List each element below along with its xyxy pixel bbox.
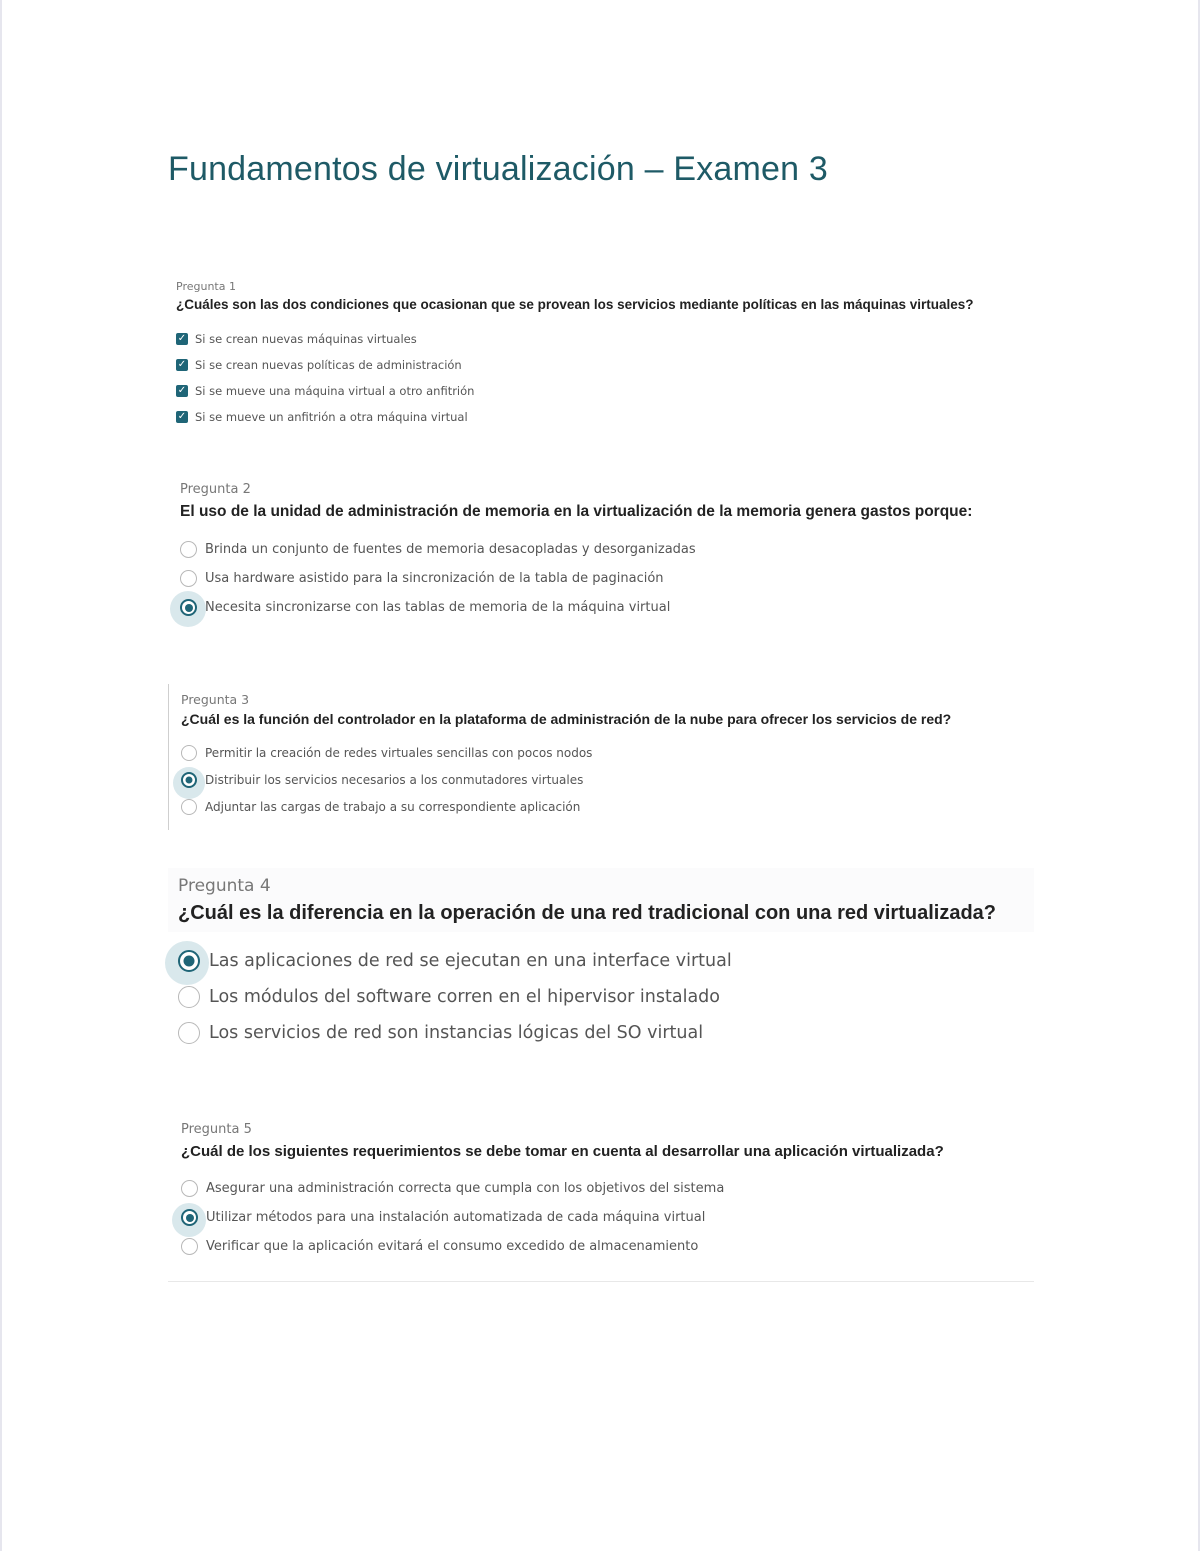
answer-option-label: Si se mueve una máquina virtual a otro anfitrión <box>195 384 475 398</box>
answer-options <box>180 535 972 622</box>
answer-options <box>178 943 996 1051</box>
answer-option-4[interactable] <box>176 404 974 430</box>
question-text: El uso de la unidad de administración de memoria en la virtualización de la memoria genera gastos porque: <box>180 503 973 520</box>
question-text: ¿Cuáles son las dos condiciones que ocasionan que se provean los servicios mediante políticas en las máquinas virtuales? <box>176 297 974 312</box>
answer-option-3[interactable] <box>181 1232 944 1261</box>
radio-selected-icon[interactable] <box>181 1209 198 1226</box>
question-label: Pregunta 5 <box>181 1122 252 1137</box>
answer-options <box>181 739 951 820</box>
radio-unselected-icon[interactable] <box>181 1238 198 1255</box>
answer-option-label: Necesita sincronizarse con las tablas de memoria de la máquina virtual <box>205 600 671 615</box>
answer-option-label: Los servicios de red son instancias lógicas del SO virtual <box>209 1023 704 1043</box>
question-3-left-border <box>168 684 169 830</box>
answer-option-2[interactable] <box>180 564 972 593</box>
question-2 <box>180 482 972 622</box>
answer-option-label: Brinda un conjunto de fuentes de memoria desacopladas y desorganizadas <box>205 542 696 557</box>
answer-option-3[interactable] <box>180 593 972 622</box>
question-5 <box>181 1122 944 1261</box>
radio-unselected-icon[interactable] <box>181 745 197 761</box>
answer-option-1[interactable] <box>176 326 974 352</box>
answer-option-2[interactable] <box>178 979 996 1015</box>
question-text: ¿Cuál de los siguientes requerimientos se debe tomar en cuenta al desarrollar una aplicación virtualizada? <box>181 1143 944 1160</box>
answer-option-label: Usa hardware asistido para la sincronización de la tabla de paginación <box>205 571 664 586</box>
radio-selected-icon[interactable] <box>181 772 197 788</box>
radio-unselected-icon[interactable] <box>178 986 200 1008</box>
question-text: ¿Cuál es la función del controlador en la plataforma de administración de la nube para ofrecer los servicios de red? <box>181 711 952 727</box>
question-label: Pregunta 4 <box>178 876 271 896</box>
radio-unselected-icon[interactable] <box>180 541 197 558</box>
bottom-divider <box>168 1281 1034 1282</box>
radio-selected-icon[interactable] <box>180 599 197 616</box>
answer-options <box>181 1174 944 1261</box>
answer-option-2[interactable] <box>176 352 974 378</box>
checkbox-checked-icon[interactable]: ✓ <box>177 385 187 396</box>
answer-option-2[interactable] <box>181 1203 944 1232</box>
checkbox-checked-icon[interactable]: ✓ <box>177 359 187 370</box>
answer-option-label: Si se crean nuevas políticas de administración <box>195 358 462 372</box>
radio-selected-icon[interactable] <box>178 950 200 972</box>
page-title: Fundamentos de virtualización – Examen 3 <box>168 150 829 188</box>
answer-option-label: Si se crean nuevas máquinas virtuales <box>195 332 417 346</box>
radio-unselected-icon[interactable] <box>181 1180 198 1197</box>
page-edge-left <box>0 0 2 1551</box>
question-text: ¿Cuál es la diferencia en la operación de una red tradicional con una red virtualizada? <box>178 902 996 924</box>
answer-option-label: Asegurar una administración correcta que cumpla con los objetivos del sistema <box>206 1181 725 1196</box>
answer-option-3[interactable] <box>181 793 951 820</box>
answer-option-2[interactable] <box>181 766 951 793</box>
answer-option-label: Las aplicaciones de red se ejecutan en una interface virtual <box>209 951 732 971</box>
answer-option-label: Distribuir los servicios necesarios a los conmutadores virtuales <box>205 772 584 787</box>
answer-option-label: Adjuntar las cargas de trabajo a su correspondiente aplicación <box>205 799 581 814</box>
answer-option-1[interactable] <box>181 1174 944 1203</box>
radio-unselected-icon[interactable] <box>180 570 197 587</box>
answer-option-label: Utilizar métodos para una instalación automatizada de cada máquina virtual <box>206 1210 706 1225</box>
answer-option-3[interactable] <box>176 378 974 404</box>
radio-unselected-icon[interactable] <box>178 1022 200 1044</box>
question-label: Pregunta 2 <box>180 482 251 497</box>
answer-option-1[interactable] <box>180 535 972 564</box>
answer-option-1[interactable] <box>181 739 951 766</box>
answer-option-label: Los módulos del software corren en el hipervisor instalado <box>209 987 720 1007</box>
answer-option-label: Verificar que la aplicación evitará el consumo excedido de almacenamiento <box>206 1239 699 1254</box>
question-label: Pregunta 1 <box>176 280 236 293</box>
question-label: Pregunta 3 <box>181 692 250 707</box>
answer-option-label: Permitir la creación de redes virtuales sencillas con pocos nodos <box>205 745 593 760</box>
answer-option-1[interactable] <box>178 943 996 979</box>
question-4 <box>178 876 996 1051</box>
answer-options <box>176 326 974 430</box>
checkbox-checked-icon[interactable]: ✓ <box>177 333 187 344</box>
question-3 <box>181 692 951 820</box>
question-1 <box>176 280 974 430</box>
checkbox-checked-icon[interactable]: ✓ <box>177 411 187 422</box>
radio-unselected-icon[interactable] <box>181 799 197 815</box>
answer-option-3[interactable] <box>178 1015 996 1051</box>
answer-option-label: Si se mueve un anfitrión a otra máquina virtual <box>195 410 468 424</box>
